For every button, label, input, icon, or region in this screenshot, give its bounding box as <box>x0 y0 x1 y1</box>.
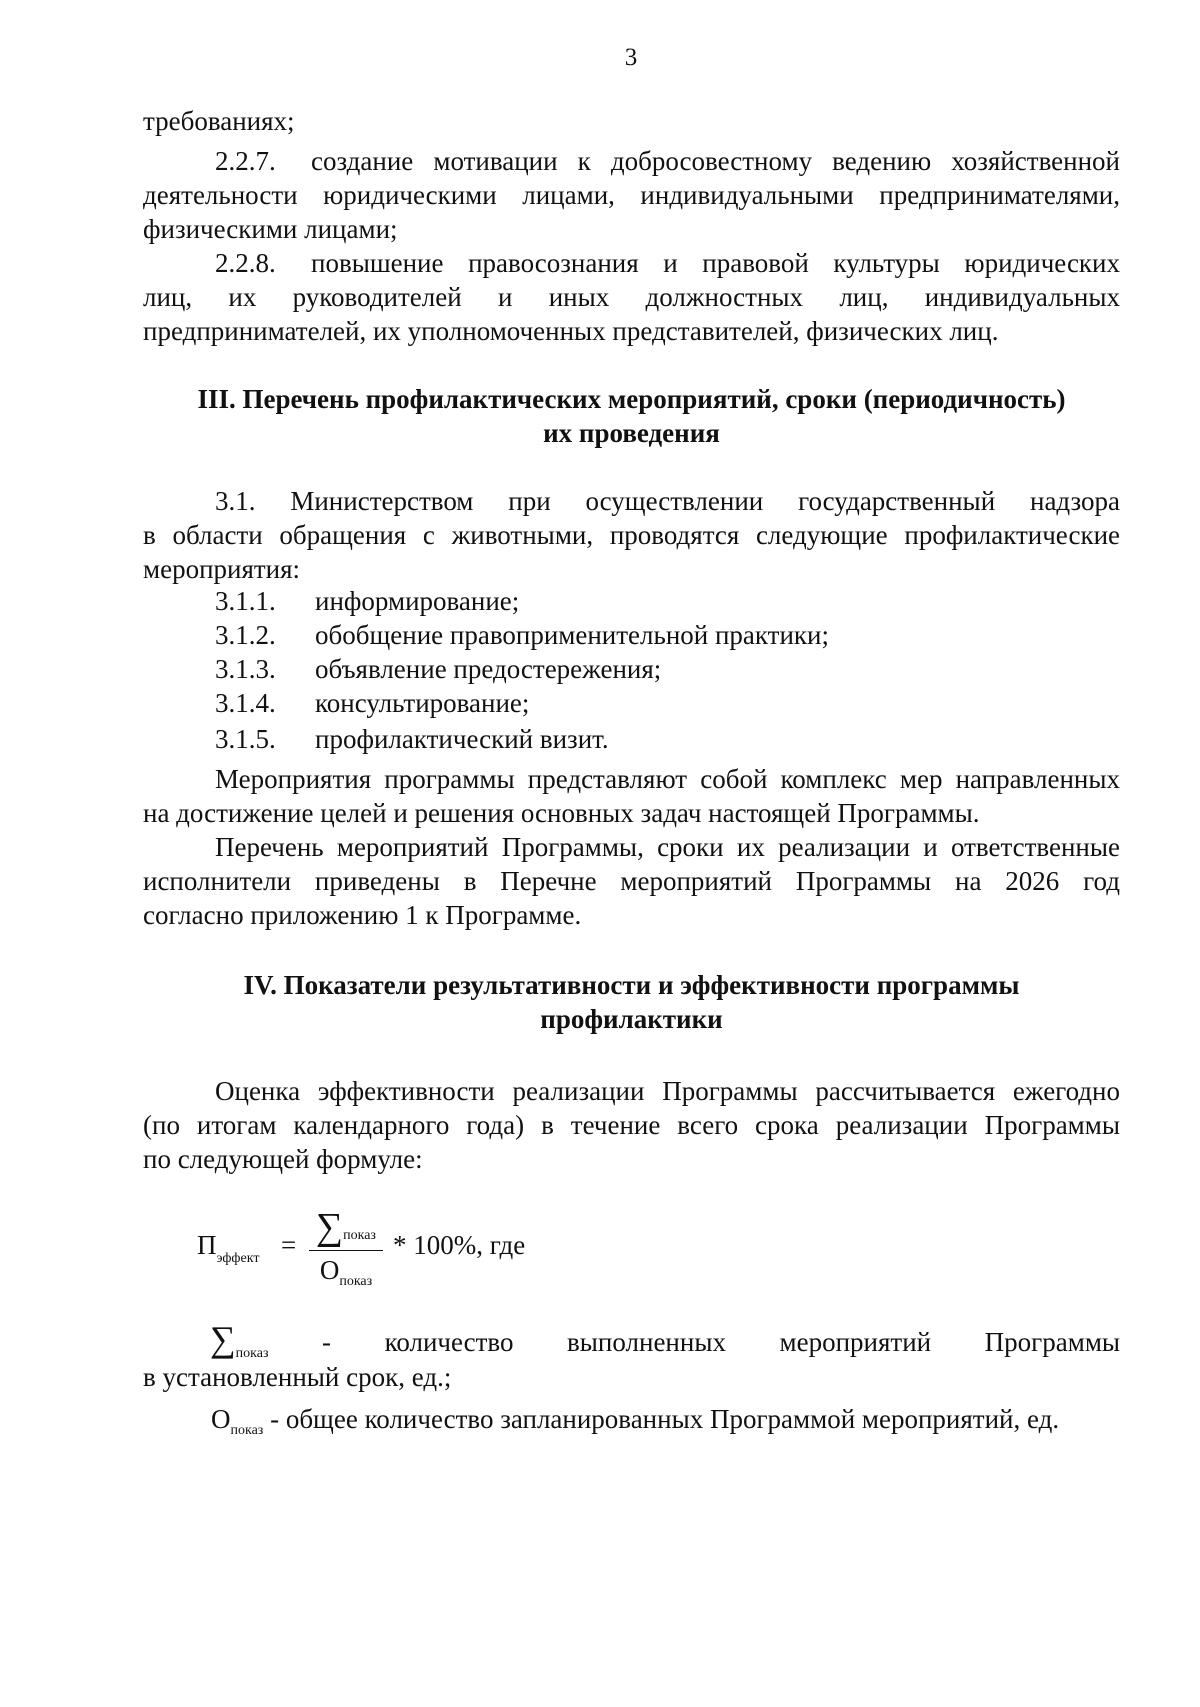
section-3-paragraph-3 <box>143 830 1120 932</box>
definition-word: количество <box>384 1327 514 1357</box>
page-number: 3 <box>624 44 638 71</box>
item-text: предпринимателей, их уполномоченных представителей, физических лиц. <box>143 316 999 346</box>
definition-word: выполненных <box>567 1327 726 1357</box>
paragraph-line: согласно приложению 1 к Программе. <box>143 900 582 930</box>
numerator-subscript: показ <box>343 1228 376 1244</box>
list-item <box>215 686 529 720</box>
formula-lhs: $П_{эффект}$ <box>197 1230 260 1266</box>
paragraph-line: Оценка эффективности реализации Программы рассчитывается ежегодно <box>215 1076 1120 1106</box>
formula-denominator: $О_{показ}$ <box>319 1255 373 1289</box>
paragraph-line: исполнители приведены в Перечне мероприятий Программы на 2026 год <box>143 866 1120 896</box>
item-number: 3.1.4. <box>215 688 276 718</box>
item-text: профилактический визит. <box>315 724 609 754</box>
section-3-paragraph-1 <box>143 484 1120 586</box>
section-4-heading <box>143 968 1120 1036</box>
item-text: физическими лицами; <box>143 214 398 244</box>
item-text: повышение правосознания и правовой культуры юридических <box>311 248 1120 278</box>
definition-sigma-continued <box>143 1360 1120 1394</box>
paragraph-line: (по итогам календарного года) в течение всего срока реализации Программы <box>143 1110 1120 1140</box>
sigma-symbol: ∑ <box>210 1319 236 1359</box>
definition-text: - общее количество запланированных Программой мероприятий, ед. <box>263 1404 1060 1434</box>
item-text: информирование; <box>315 586 520 616</box>
formula-lhs-subscript: эффект <box>216 1251 260 1266</box>
list-item <box>215 652 661 686</box>
definition-sigma <box>210 1319 1121 1365</box>
item-text: консультирование; <box>315 688 530 718</box>
item-text: создание мотивации к добросовестному ведению хозяйственной <box>311 146 1120 176</box>
item-number: 3.1.2. <box>215 620 276 650</box>
definition-o <box>143 1402 1120 1442</box>
item-number: 3.1.1. <box>215 586 276 616</box>
item-2-2-8 <box>143 246 1120 348</box>
definition-dash: - <box>322 1327 332 1357</box>
item-number: 3.1.3. <box>215 654 276 684</box>
fraction-bar <box>309 1250 383 1251</box>
list-item <box>215 618 829 652</box>
heading-line: III. Перечень профилактических мероприятий, сроки (периодичность) <box>197 384 1066 414</box>
intro-line: требованиях; <box>143 106 295 136</box>
formula-rest: * 100%, где <box>393 1230 526 1260</box>
definition-word: Программы <box>984 1327 1121 1357</box>
definition-line: в установленный срок, ед.; <box>143 1362 452 1392</box>
list-item <box>215 722 609 756</box>
heading-line: профилактики <box>540 1004 723 1034</box>
paragraph-line: Мероприятия программы представляют собой комплекс мер направленных <box>215 764 1120 794</box>
sigma-symbol: ∑ <box>316 1206 344 1248</box>
section-3-heading <box>143 382 1120 450</box>
section-4-paragraph-1 <box>143 1074 1120 1176</box>
o-subscript: показ <box>230 1423 264 1438</box>
definition-word: мероприятий <box>779 1327 932 1357</box>
formula-fraction <box>309 1206 383 1289</box>
sigma-subscript: показ <box>235 1346 269 1361</box>
paragraph-line: на достижение целей и решения основных задач настоящей Программы. <box>143 798 980 828</box>
list-item <box>215 584 519 618</box>
denominator-subscript: показ <box>339 1274 373 1289</box>
formula-numerator <box>309 1208 383 1248</box>
section-3-paragraph-2 <box>143 762 1120 830</box>
intro-continuation <box>143 104 1120 138</box>
paragraph-line: по следующей формуле: <box>143 1144 423 1174</box>
heading-line: IV. Показатели результативности и эффективности программы <box>243 970 1020 1000</box>
paragraph-line: Перечень мероприятий Программы, сроки их реализации и ответственные <box>215 832 1120 862</box>
paragraph-line: мероприятия: <box>143 554 301 584</box>
item-number: 2.2.8. <box>215 248 276 278</box>
heading-line: их проведения <box>543 418 720 448</box>
item-text: объявление предостережения; <box>315 654 662 684</box>
paragraph-line: 3.1. Министерством при осуществлении государственный надзора <box>215 486 1120 516</box>
item-number: 2.2.7. <box>215 146 276 176</box>
item-text: деятельности юридическими лицами, индивидуальными предпринимателями, <box>143 180 1120 210</box>
item-text: обобщение правоприменительной практики; <box>315 620 829 650</box>
item-2-2-7 <box>143 144 1120 246</box>
o-symbol: О <box>211 1404 231 1434</box>
paragraph-line: в области обращения с животными, проводятся следующие профилактические <box>143 520 1120 550</box>
item-number: 3.1.5. <box>215 724 276 754</box>
item-text: лиц, их руководителей и иных должностных лиц, индивидуальных <box>143 282 1120 312</box>
formula-equals: = <box>281 1230 297 1260</box>
